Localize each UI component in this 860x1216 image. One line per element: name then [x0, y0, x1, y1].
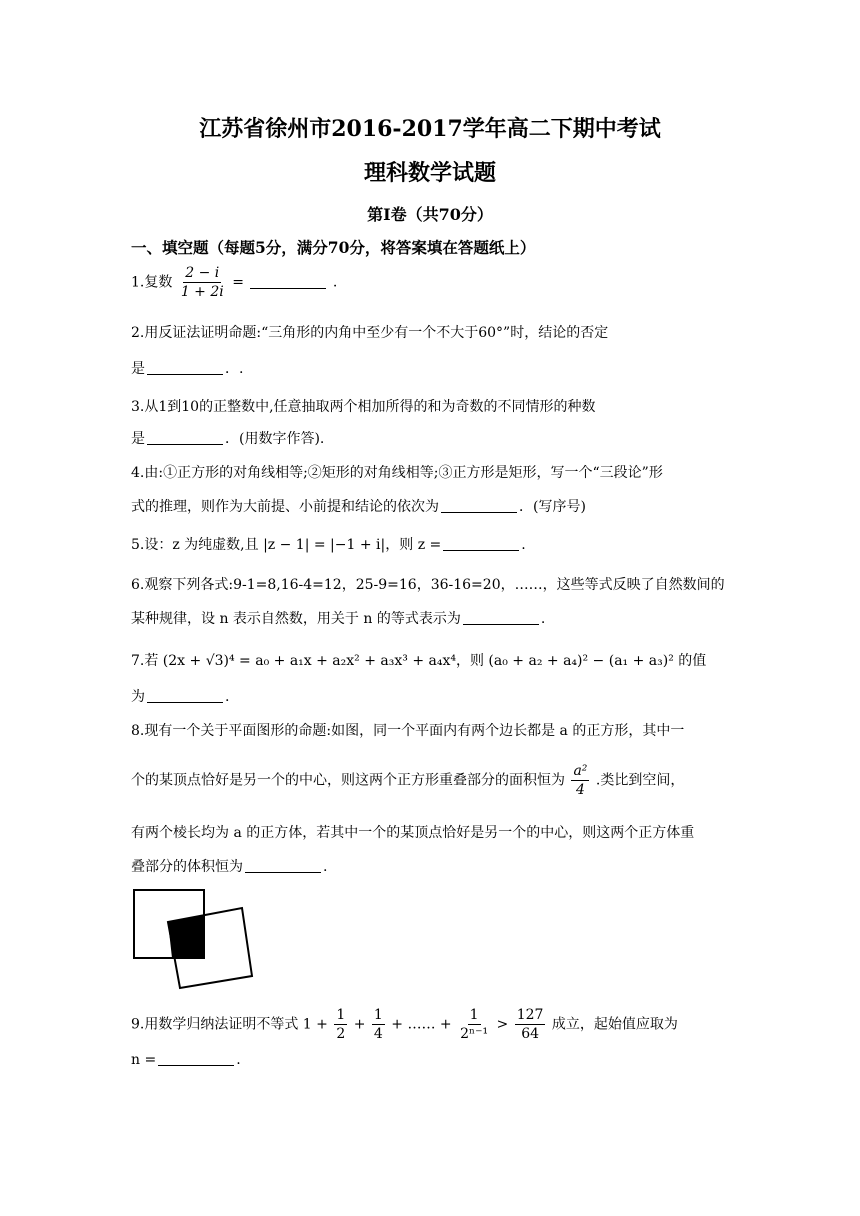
question-9-line-2 [131, 1050, 241, 1068]
question-1 [131, 264, 337, 301]
q8-denominator: 4 [575, 782, 585, 798]
question-8-line-4 [131, 856, 327, 876]
q9-suffix: 成立，起始值应取为 [551, 1016, 678, 1033]
q5-answer-blank[interactable] [443, 535, 519, 551]
q5-suffix: . [521, 537, 526, 553]
question-9 [131, 1006, 678, 1043]
q9-f3-num: 1 [469, 1007, 479, 1023]
q8-numerator: a² [573, 763, 588, 779]
q9-f1-num: 1 [336, 1007, 346, 1023]
q9-f3-den: 2ⁿ⁻¹ [460, 1026, 489, 1042]
q1-equals: = [232, 274, 244, 291]
q2-prefix: 是 [131, 361, 145, 377]
page-title: 江苏省徐州市2016-2017学年高二下期中考试 [199, 116, 661, 142]
q8-suffix-2: . [323, 859, 328, 875]
q5-prefix: 5.设：z 为纯虚数,且 |z − 1| = |−1 + i|，则 z = [131, 537, 442, 553]
question-7-line-2 [131, 686, 229, 706]
q4-answer-blank[interactable] [441, 497, 517, 513]
two-squares-figure [130, 884, 260, 998]
q3-prefix: 是 [131, 431, 145, 447]
q8-fraction [571, 762, 589, 799]
q1-prefix: 1.复数 [131, 274, 173, 291]
question-6-line-2 [131, 608, 545, 628]
q9-plus: + [353, 1016, 366, 1033]
question-3-line-2 [131, 428, 324, 448]
q9-line2-suffix: . [236, 1052, 241, 1068]
q6-prefix: 某种规律，设 n 表示自然数，用关于 n 的等式表示为 [131, 611, 461, 627]
q2-answer-blank[interactable] [147, 359, 223, 375]
q8-prefix-2: 叠部分的体积恒为 [131, 859, 243, 875]
q9-f2-den: 4 [373, 1026, 383, 1042]
q3-suffix: ．(用数字作答). [225, 431, 325, 447]
q7-answer-blank[interactable] [147, 687, 223, 703]
question-8-line-1: 8.现有一个关于平面图形的命题:如图，同一个平面内有两个边长都是 a 的正方形，其中一 [131, 723, 685, 739]
q9-fraction-2 [372, 1006, 385, 1043]
question-7-line-1: 7.若 (2x + √3)⁴ = a₀ + a₁x + a₂x² + a₃x³ + a₄x⁴，则 (a₀ + a₂ + a₄)² − (a₁ + a₃)² 的值 [131, 653, 707, 669]
question-8-line-2 [131, 762, 684, 799]
q1-suffix: . [332, 274, 338, 291]
q8-answer-blank[interactable] [245, 857, 321, 873]
q7-suffix: . [225, 689, 230, 705]
page-subtitle: 理科数学试题 [363, 160, 496, 186]
question-4-line-1: 4.由:①正方形的对角线相等;②矩形的对角线相等;③正方形是矩形，写一个“三段论”形 [131, 465, 663, 481]
q1-answer-blank[interactable] [250, 273, 326, 289]
question-8-line-3: 有两个棱长均为 a 的正方体，若其中一个的某顶点恰好是另一个的中心，则这两个正方体重 [131, 825, 695, 841]
q9-answer-blank[interactable] [158, 1050, 234, 1066]
question-4-line-2 [131, 496, 586, 516]
q6-suffix: . [540, 611, 546, 627]
q8-suffix-1: .类比到空间， [595, 772, 685, 789]
volume-heading: 第Ⅰ卷（共70分） [367, 205, 493, 224]
q9-mid: + …… + [391, 1016, 452, 1033]
q9-f1-den: 2 [336, 1026, 346, 1042]
question-5 [131, 534, 526, 554]
q9-fraction-1 [334, 1006, 347, 1043]
q1-numerator: 2 − i [185, 265, 220, 281]
q9-line2-prefix: n = [131, 1052, 157, 1068]
q9-prefix: 9.用数学归纳法证明不等式 1 + [131, 1016, 328, 1033]
q9-f2-num: 1 [373, 1007, 383, 1023]
q3-answer-blank[interactable] [147, 429, 223, 445]
q4-suffix: ．(写序号) [519, 499, 586, 515]
q2-suffix: ．. [225, 361, 244, 377]
question-3-line-1: 3.从1到10的正整数中,任意抽取两个相加所得的和为奇数的不同情形的种数 [131, 399, 596, 415]
question-2-line-2 [131, 358, 243, 378]
q9-fraction-4 [515, 1006, 546, 1043]
q4-prefix: 式的推理，则作为大前提、小前提和结论的依次为 [131, 499, 439, 515]
q1-fraction [179, 264, 226, 301]
q9-f4-den: 64 [521, 1026, 540, 1042]
q1-denominator: 1 + 2i [180, 284, 224, 300]
q9-greater-than: > [496, 1016, 509, 1033]
q9-fraction-3 [458, 1006, 490, 1043]
question-6-line-1: 6.观察下列各式:9-1=8,16-4=12，25-9=16，36-16=20，……，这些等式反映了自然数间的 [131, 577, 725, 593]
q8-prefix: 个的某顶点恰好是另一个的中心，则这两个正方形重叠部分的面积恒为 [131, 772, 565, 789]
q9-f4-num: 127 [516, 1007, 544, 1023]
question-2-line-1: 2.用反证法证明命题:“三角形的内角中至少有一个不大于60°”时，结论的否定 [131, 325, 609, 341]
q7-prefix: 为 [131, 689, 145, 705]
q6-answer-blank[interactable] [463, 609, 539, 625]
section-heading: 一、填空题（每题5分，满分70分，将答案填在答题纸上） [131, 238, 536, 257]
